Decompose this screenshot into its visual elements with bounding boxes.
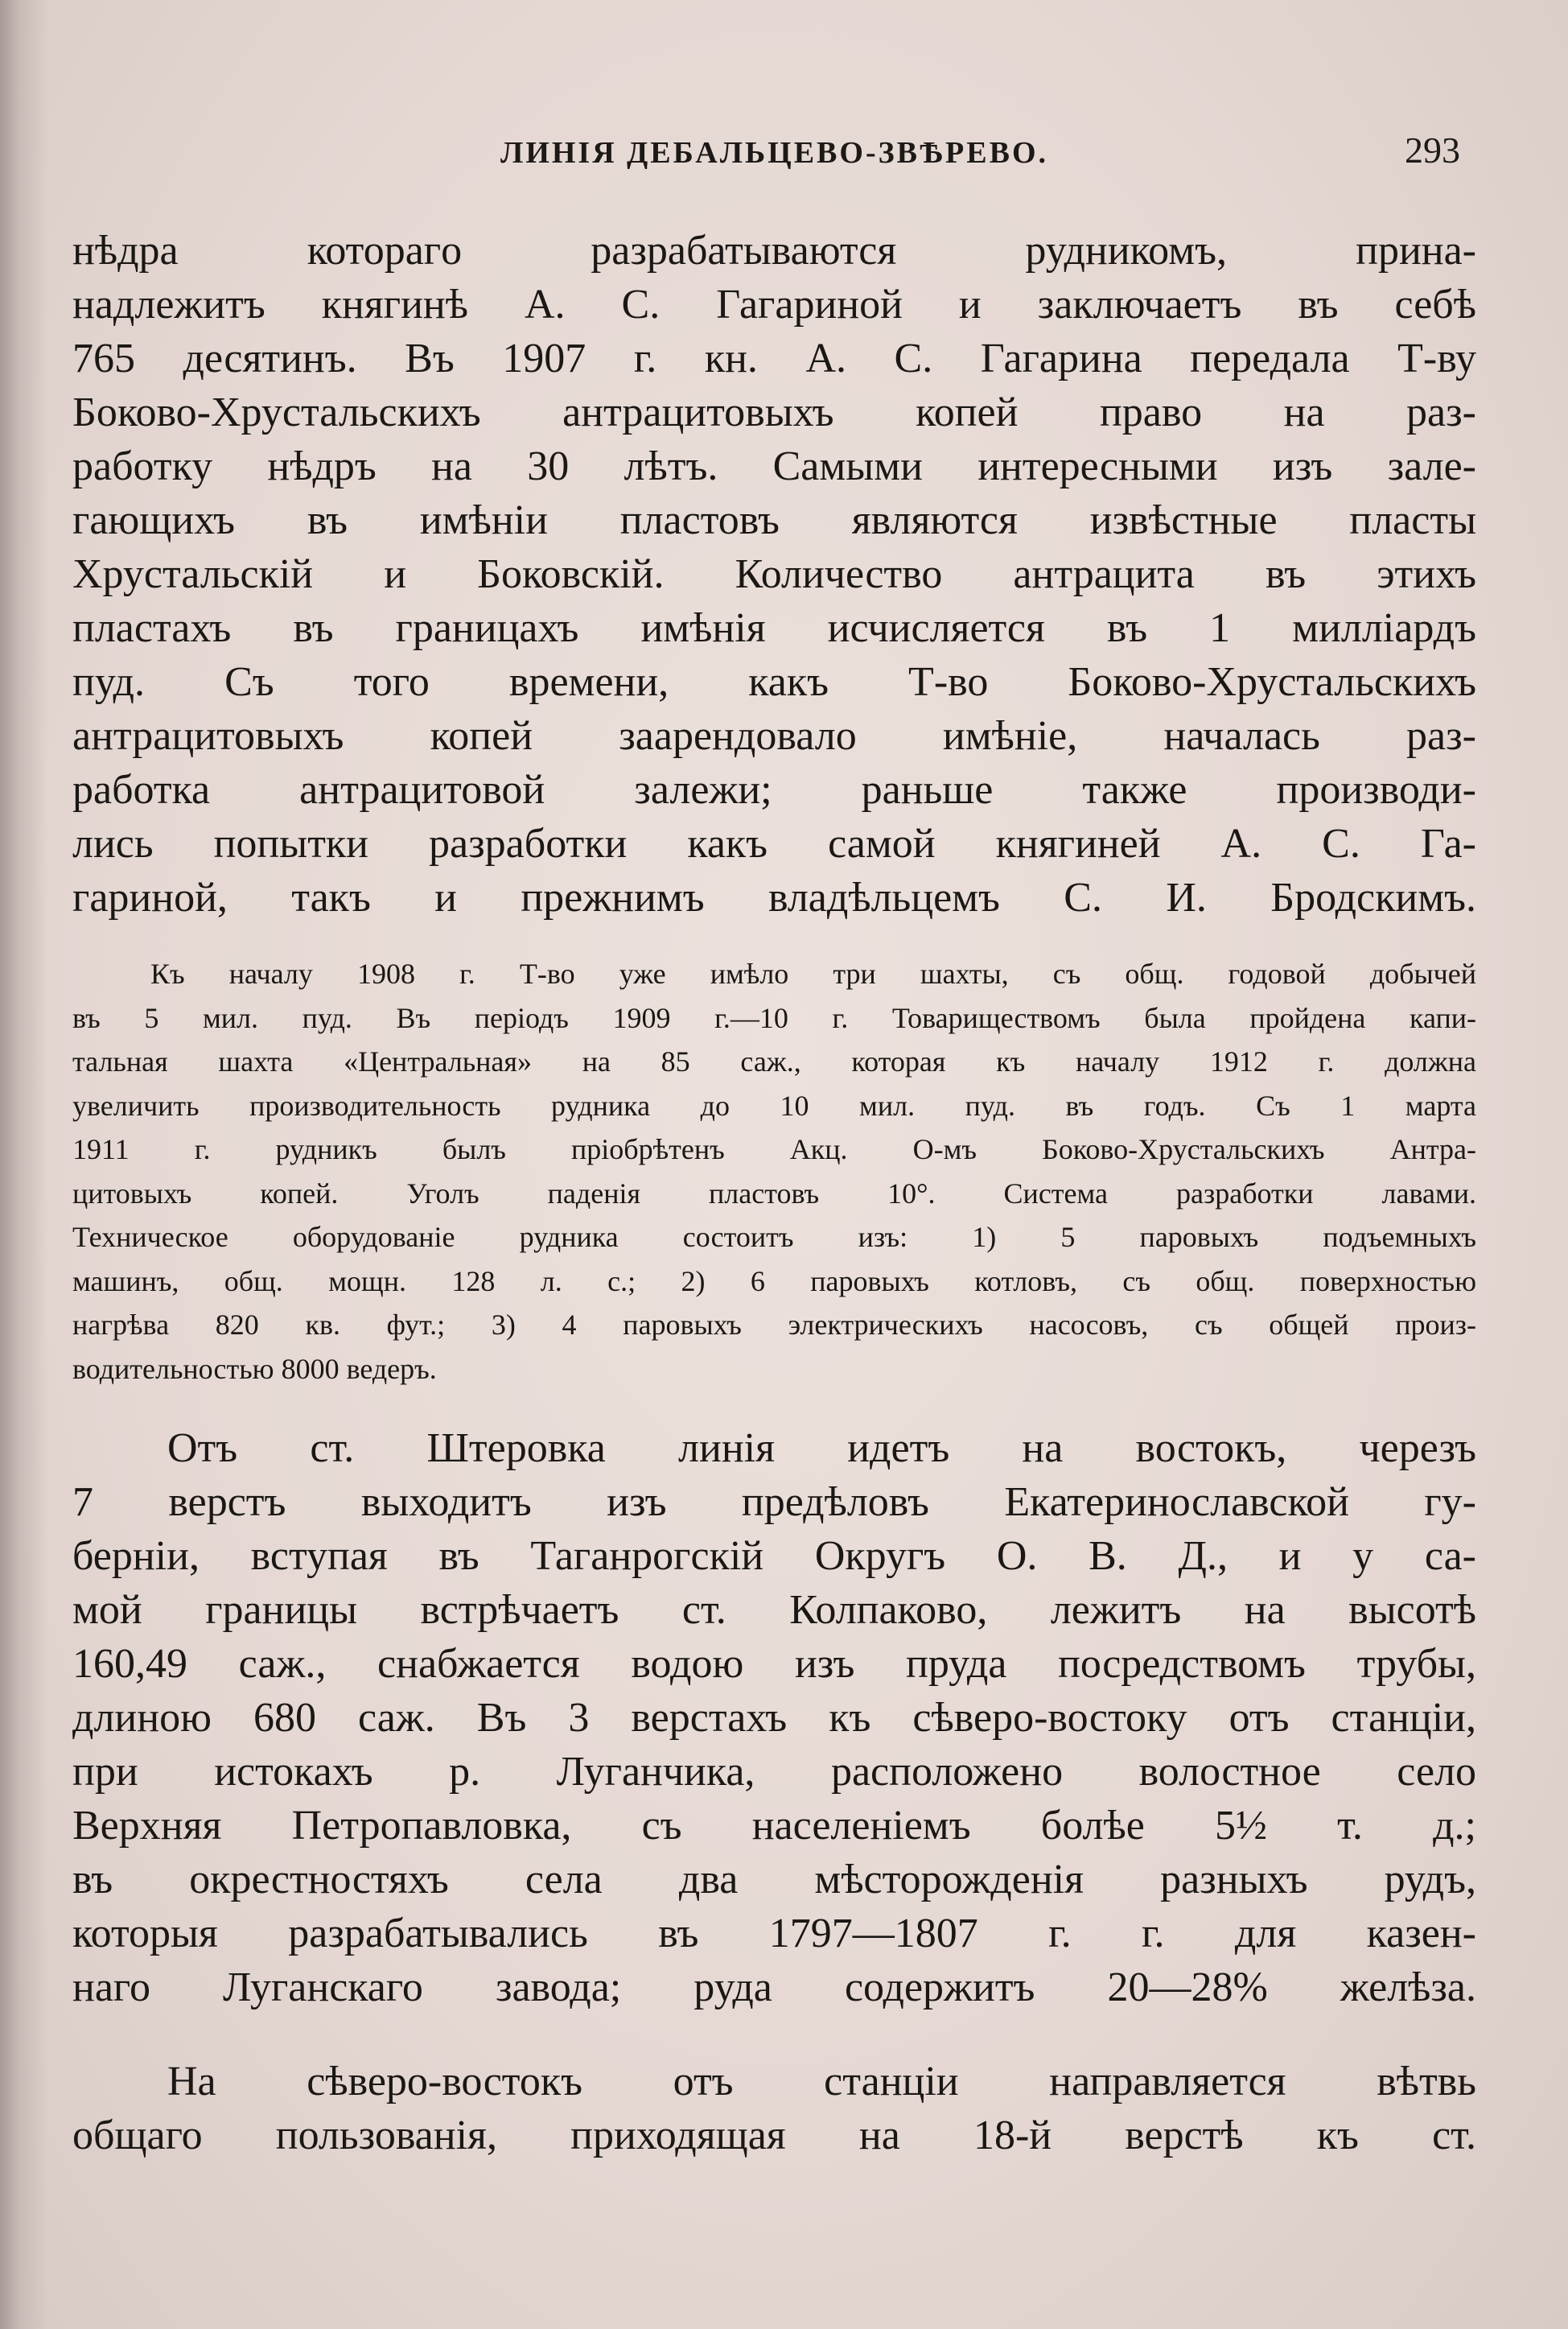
running-head [72,129,1476,177]
text-line: Хрустальскій и Боковскій. Количество антрацита въ этихъ [72,551,1476,597]
text-line: гающихъ въ имѣніи пластовъ являются извѣстные пласты [72,497,1476,543]
text-line: нагрѣва 820 кв. фут.; 3) 4 паровыхъ электрическихъ насосовъ, съ общей произ- [72,1309,1476,1341]
text-line: 765 десятинъ. Въ 1907 г. кн. А. С. Гагарина передала Т-ву [72,336,1476,381]
text-line: лись попытки разработки какъ самой княгиней А. С. Га- [72,821,1476,867]
small-print-note [72,952,1476,1391]
text-line: въ 5 мил. пуд. Въ періодъ 1909 г.—10 г. Товариществомъ была пройдена капи- [72,1001,1476,1034]
text-line: машинъ, общ. мощн. 128 л. с.; 2) 6 паровыхъ котловъ, съ общ. поверхностью [72,1264,1476,1297]
text-line: которыя разрабатывались въ 1797—1807 г. г. для казен- [72,1911,1476,1956]
text-line: Верхняя Петропавловка, съ населеніемъ болѣе 5½ т. д.; [72,1803,1476,1849]
text-line: антрацитовыхъ копей заарендовало имѣніе, началась раз- [72,713,1476,759]
text-line: берніи, вступая въ Таганрогскій Округъ О. В. Д., и у са- [72,1533,1476,1579]
text-line: На сѣверо-востокъ отъ станціи направляется вѣтвь [167,2059,1476,2104]
text-line: Боково-Хрустальскихъ антрацитовыхъ копей право на раз- [72,390,1476,435]
text-line: общаго пользованія, приходящая на 18-й верстѣ къ ст. [72,2113,1476,2158]
text-line: увеличить производительность рудника до 10 мил. пуд. въ годъ. Съ 1 марта [72,1089,1476,1122]
text-line: Къ началу 1908 г. Т-во уже имѣло три шахты, съ общ. годовой добычей [150,958,1476,990]
text-line: тальная шахта «Центральная» на 85 саж., которая къ началу 1912 г. должна [72,1045,1476,1078]
page-number: 293 [1405,130,1460,171]
text-line: 160,49 саж., снабжается водою изъ пруда посредствомъ трубы, [72,1641,1476,1687]
text-line: работку нѣдръ на 30 лѣтъ. Самыми интересными изъ зале- [72,443,1476,489]
paragraph-1 [72,224,1476,925]
text-line: Отъ ст. Штеровка линія идетъ на востокъ, черезъ [167,1425,1476,1471]
text-line: пластахъ въ границахъ имѣнія исчисляется въ 1 миллiардъ [72,605,1476,651]
text-line: 1911 г. рудникъ былъ пріобрѣтенъ Акц. О-мъ Боково-Хрустальскихъ Антра- [72,1133,1476,1165]
text-line: мой границы встрѣчаетъ ст. Колпаково, лежитъ на высотѣ [72,1587,1476,1633]
text-line: 7 верстъ выходитъ изъ предѣловъ Екатеринославской гу- [72,1479,1476,1525]
text-line: при истокахъ р. Луганчика, расположено волостное село [72,1749,1476,1795]
text-line: наго Луганскаго завода; руда содержитъ 20—28% желѣза. [72,1964,1476,2010]
paragraph-3 [72,1421,1476,2014]
text-line: надлежитъ княгинѣ А. С. Гагариной и заключаетъ въ себѣ [72,282,1476,328]
text-line: гариной, такъ и прежнимъ владѣльцемъ С. И. Бродскимъ. [72,875,1476,921]
text-line: Техническое оборудованіе рудника состоитъ изъ: 1) 5 паровыхъ подъемныхъ [72,1221,1476,1253]
page-gutter-shadow [0,0,48,2329]
paragraph-4 [72,2055,1476,2162]
text-line: цитовыхъ копей. Уголъ паденія пластовъ 10°. Система разработки лавами. [72,1177,1476,1210]
text-line: нѣдра которагo разрабатываются рудникомъ, прина- [72,228,1476,274]
text-line: водительностью 8000 ведеръ. [72,1352,437,1385]
text-line: работка антрацитовой залежи; раньше также производи- [72,767,1476,813]
running-title: ЛИНІЯ ДЕБАЛЬЦЕВО-ЗВѢРЕВО. [500,136,1048,170]
text-line: въ окрестностяхъ села два мѣсторожденія разныхъ рудъ, [72,1857,1476,1902]
text-line: пуд. Съ того времени, какъ Т-во Боково-Хрустальскихъ [72,659,1476,705]
text-line: длиною 680 саж. Въ 3 верстахъ къ сѣверо-востоку отъ станціи, [72,1695,1476,1741]
